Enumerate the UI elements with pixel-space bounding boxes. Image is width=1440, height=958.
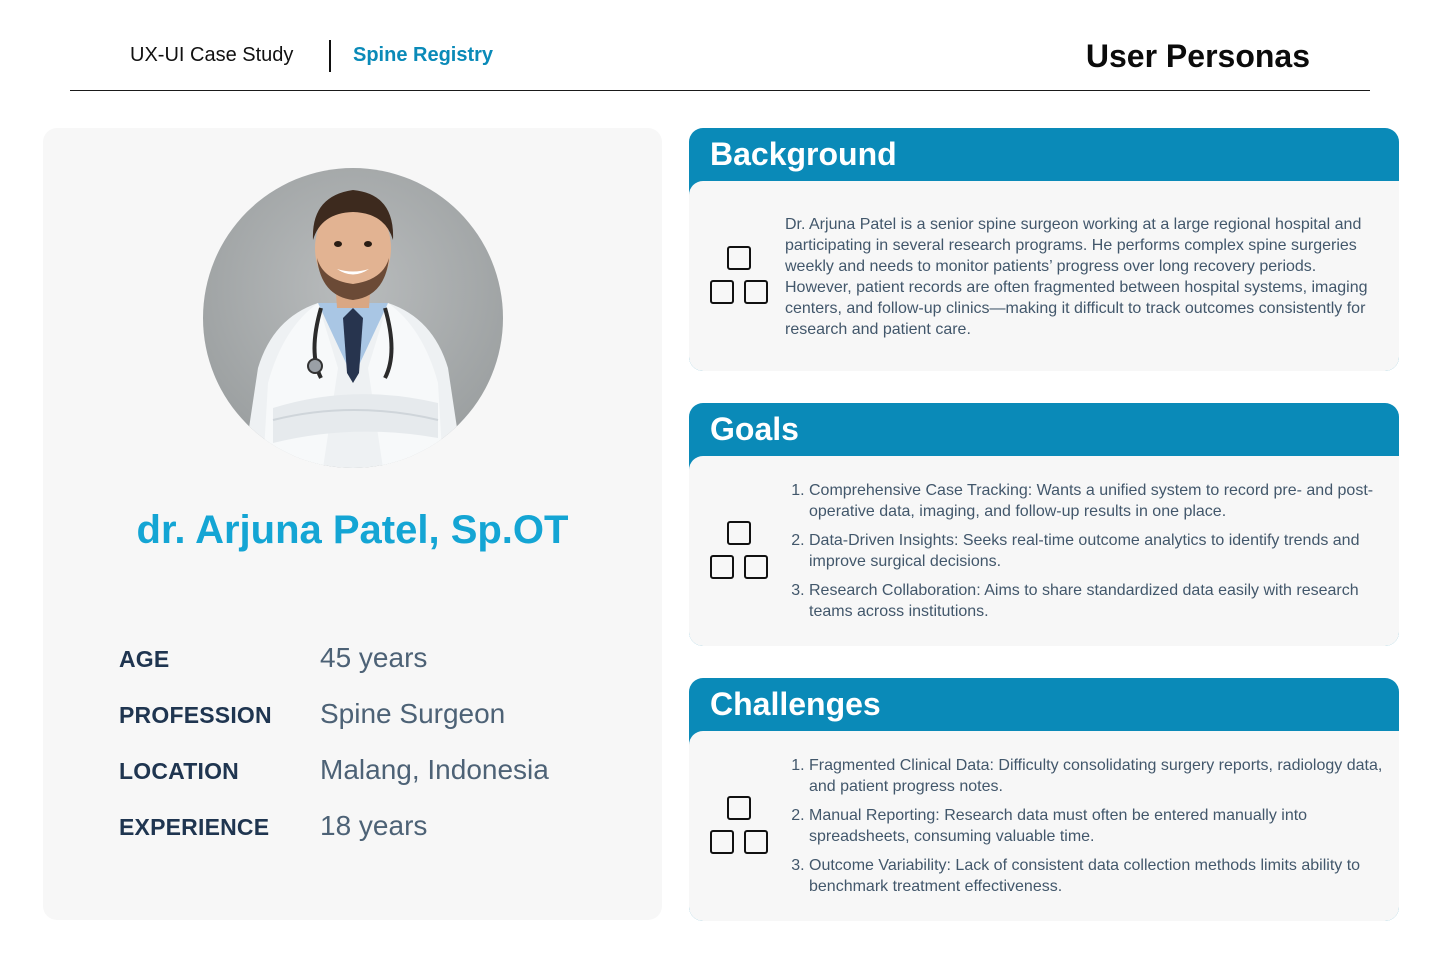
section-title: Background: [710, 136, 897, 172]
blocks-icon: [709, 795, 769, 855]
section-body: [689, 181, 1399, 371]
list-item: 1. Comprehensive Case Tracking: Wants a unified system to record pre- and post-operative data, imaging, and follow-up results in one place.: [809, 480, 1403, 522]
goals-list: [785, 480, 1403, 630]
list-item: 2. Data-Driven Insights: Seeks real-time outcome analytics to identify trends and improve surgical decisions.: [809, 530, 1403, 572]
background-section: [689, 128, 1399, 371]
list-item: 2. Manual Reporting: Research data must often be entered manually into spreadsheets, consuming valuable time.: [809, 805, 1403, 847]
list-item: 1. Fragmented Clinical Data: Difficulty consolidating surgery reports, radiology data, and patient progress notes.: [809, 755, 1403, 797]
attribute-value: Malang, Indonesia: [320, 754, 549, 785]
blocks-icon: [709, 245, 769, 305]
doctor-portrait-icon: [203, 168, 503, 468]
background-text: Dr. Arjuna Patel is a senior spine surgeon working at a large regional hospital and participating in several research programs. He performs complex spine surgeries weekly and needs to monitor patients’ progress over long recovery periods. However, patient records are often fragmented between hospital systems, imaging centers, and follow-up clinics—making it difficult to track outcomes consistently for research and patient care.: [785, 216, 1368, 338]
attribute-value: 45 years: [320, 642, 428, 673]
attribute-label: AGE: [119, 646, 170, 672]
header-divider: [329, 40, 331, 72]
list-item: 3. Outcome Variability: Lack of consistent data collection methods limits ability to benchmark treatment effectiveness.: [809, 855, 1403, 897]
attribute-value: 18 years: [320, 810, 428, 841]
header: [70, 0, 1370, 91]
avatar: [203, 168, 503, 468]
profile-card: [43, 128, 662, 920]
project-label: Spine Registry: [353, 44, 494, 66]
section-body: [689, 731, 1399, 921]
attribute-label: LOCATION: [119, 758, 239, 784]
attribute-label: EXPERIENCE: [119, 814, 270, 840]
section-title: Goals: [710, 411, 799, 447]
goals-section: [689, 403, 1399, 646]
list-item: 3. Research Collaboration: Aims to share standardized data easily with research teams across institutions.: [809, 580, 1403, 622]
challenges-section: [689, 678, 1399, 921]
page-title: User Personas: [1085, 38, 1310, 74]
persona-name: dr. Arjuna Patel, Sp.OT: [136, 508, 569, 552]
blocks-icon: [709, 520, 769, 580]
brand-label: UX-UI Case Study: [130, 44, 294, 66]
attribute-value: Spine Surgeon: [320, 698, 506, 729]
challenges-list: [785, 755, 1403, 905]
section-body: [689, 456, 1399, 646]
attribute-label: PROFESSION: [119, 702, 272, 728]
section-title: Challenges: [710, 686, 881, 722]
